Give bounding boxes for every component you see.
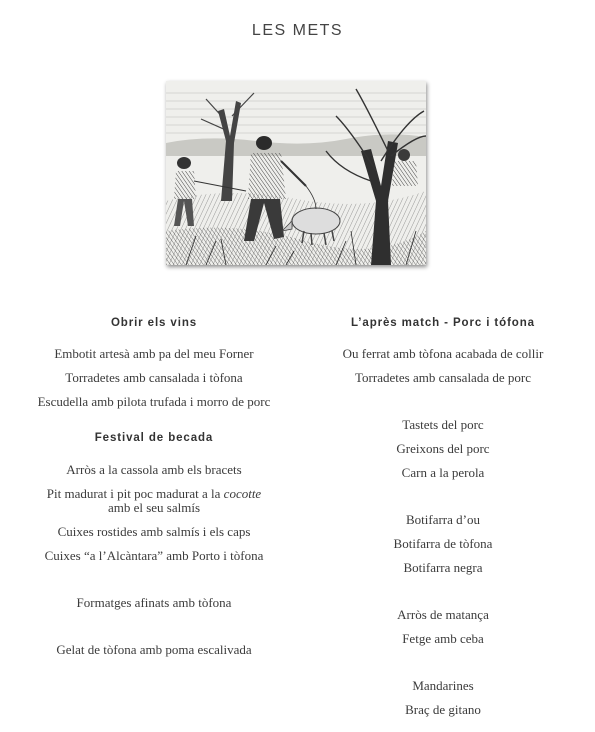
menu-item-text: amb el seu salmís [107,500,201,515]
menu-item: Torradetes amb cansalada de porc [355,370,531,385]
menu-item: Greixons del porc [396,441,490,456]
menu-item: Ou ferrat amb tòfona acabada de collir [342,346,544,361]
menu-item: Cuixes “a l’Alcàntara” amb Porto i tòfona [44,548,264,563]
menu-item: Embotit artesà amb pa del meu Forner [54,346,254,361]
menu-item: Botifarra de tòfona [393,536,493,551]
truffle-hunting-engraving [166,81,426,265]
menu-item: Escudella amb pilota trufada i morro de porc [37,394,271,409]
menu-item: Carn a la perola [401,465,485,480]
section-heading-apres-match: L’après match - Porc i tófona [351,317,535,329]
menu-item: Botifarra d’ou [405,512,480,527]
section-heading-festival-becada: Festival de becada [94,432,214,444]
menu-item: Arròs de matança [397,607,489,622]
menu-item: Fetge amb ceba [402,631,484,646]
menu-item-pit-madurat [20,487,288,515]
menu-item-dessert: Gelat de tòfona amb poma escalivada [56,642,252,657]
right-menu-column [307,312,579,717]
menu-item: Braç de gitano [405,702,481,717]
menu-item-cheese: Formatges afinats amb tòfona [76,595,232,610]
menu-item-text: Pit madurat i pit poc madurat a la [46,486,224,501]
menu-item: Botifarra negra [403,560,483,575]
menu-item: Mandarines [412,678,474,693]
menu-item: Cuixes rostides amb salmís i els caps [57,524,251,539]
menu-item: Arròs a la cassola amb els bracets [66,462,242,477]
menu-item: Tastets del porc [402,417,484,432]
page-title: LES METS [251,22,344,39]
section-heading-obrir-vins: Obrir els vins [110,317,198,329]
menu-item: Torradetes amb cansalada i tòfona [65,370,243,385]
left-menu-column [20,312,288,657]
menu-item-italic: cocotte [223,486,262,501]
